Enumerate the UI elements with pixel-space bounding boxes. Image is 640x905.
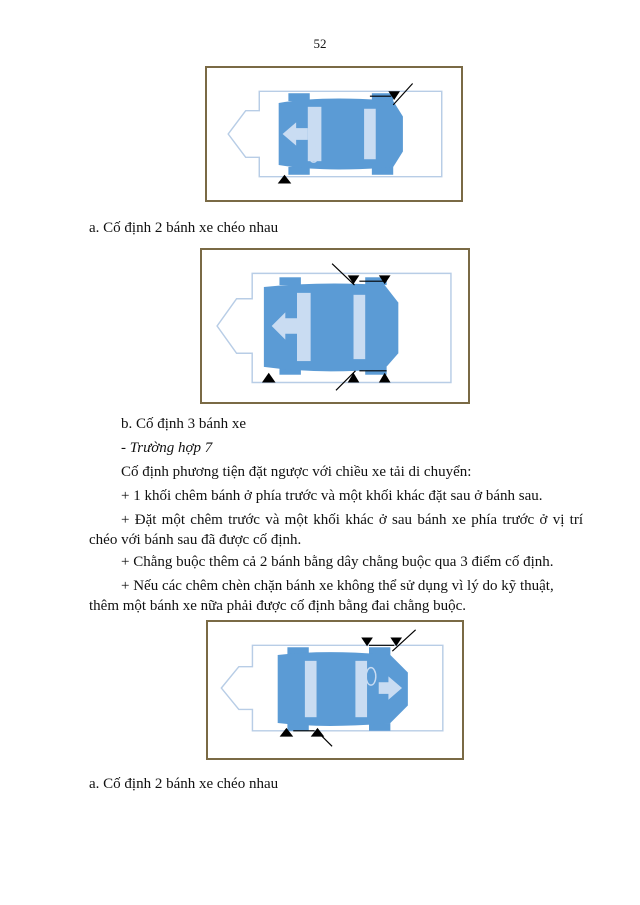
- figure-two-wheels-diagonal-1: [205, 66, 463, 202]
- figure-caption-1: a. Cố định 2 bánh xe chéo nhau: [89, 220, 279, 236]
- windshield: [308, 107, 322, 161]
- figure-three-wheels: [200, 248, 470, 404]
- figure-two-wheels-diagonal-2: [206, 620, 464, 760]
- car-lashing-diagram: [202, 250, 468, 402]
- figure-caption-3: a. Cố định 2 bánh xe chéo nhau: [89, 776, 279, 792]
- windshield: [355, 661, 367, 717]
- bullet-3: + Chằng buộc thêm cả 2 bánh bằng dây chằng buộc qua 3 điểm cố định.: [121, 554, 554, 570]
- page-number: 52: [313, 36, 327, 51]
- car-lashing-diagram: [208, 622, 462, 758]
- figure-caption-2: b. Cố định 3 bánh xe: [121, 416, 246, 432]
- intro-text: Cố định phương tiện đặt ngược với chiều xe tải di chuyển:: [121, 464, 472, 480]
- bullet-2: + Đặt một chêm trước và một khối khác ở sau bánh xe phía trước ở vị trí chéo với bánh sau đã được cố định.: [89, 512, 583, 548]
- rear-window: [305, 661, 317, 717]
- chock-icon: [262, 373, 276, 383]
- case-title: - Trường hợp 7: [121, 440, 213, 456]
- bullet-1: + 1 khối chêm bánh ở phía trước và một khối khác đặt sau ở bánh sau.: [121, 488, 543, 504]
- rear-window: [364, 109, 376, 159]
- bullet-4: + Nếu các chêm chèn chặn bánh xe không thể sử dụng vì lý do kỹ thuật, thêm một bánh xe nữa phải được cố định bằng đai chằng buộc.: [89, 578, 554, 614]
- rear-window: [354, 295, 366, 359]
- car-lashing-diagram: [207, 68, 461, 200]
